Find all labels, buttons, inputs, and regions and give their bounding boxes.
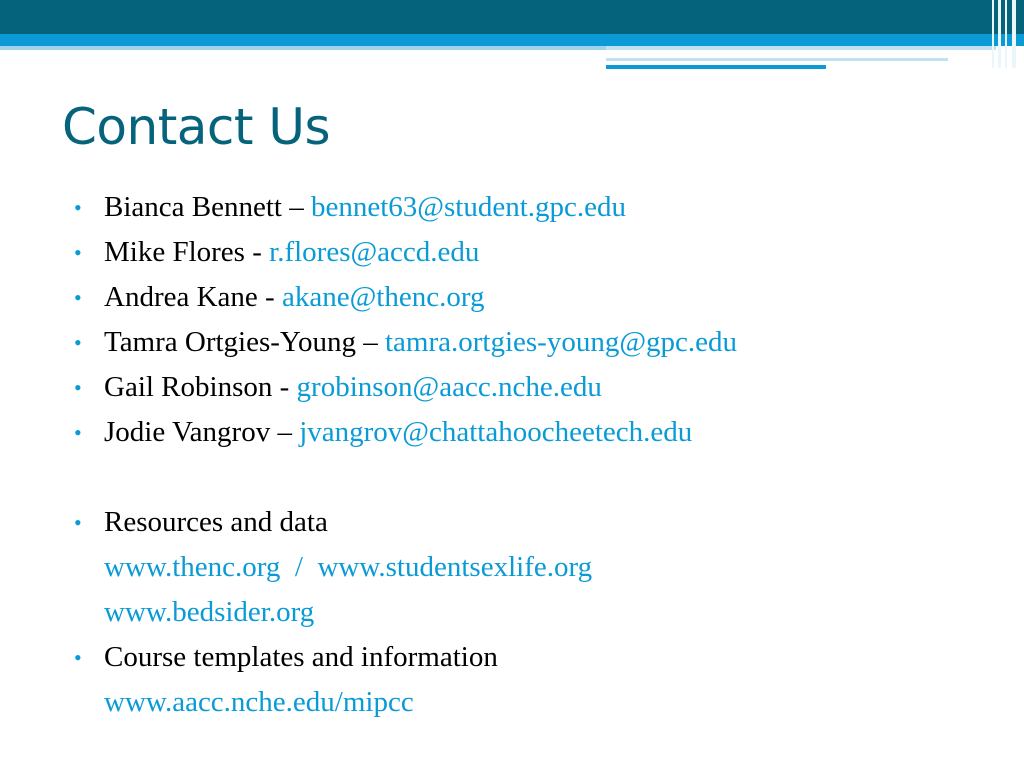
resources-links-row xyxy=(104,598,314,627)
stripe xyxy=(1012,0,1016,68)
contact-separator: - xyxy=(272,371,297,403)
list-item xyxy=(74,281,485,313)
bullet-icon: • xyxy=(74,240,82,265)
contact-name: Tamra Ortgies-Young xyxy=(104,326,356,358)
list-item xyxy=(74,191,626,223)
resource-link-studentsexlife[interactable]: www.studentsexlife.org xyxy=(317,551,593,583)
contact-name: Bianca Bennett xyxy=(104,191,282,223)
header-stripes xyxy=(990,0,1024,68)
bullet-icon: • xyxy=(74,510,82,535)
contact-email-link[interactable]: jvangrov@chattahoocheetech.edu xyxy=(299,416,693,448)
contact-email-link[interactable]: akane@thenc.org xyxy=(281,281,485,313)
header-band-line xyxy=(606,65,826,69)
resources-heading: Resources and data xyxy=(104,506,328,538)
bullet-icon: • xyxy=(74,645,82,670)
contact-email-link[interactable]: r.flores@accd.edu xyxy=(269,236,480,268)
course-heading: Course templates and information xyxy=(104,641,498,673)
bullet-icon: • xyxy=(74,195,82,220)
contact-separator: - xyxy=(257,281,282,313)
course-link-row xyxy=(104,688,414,717)
header-band-line xyxy=(606,58,948,61)
header-band-line xyxy=(606,46,996,50)
contact-name: Mike Flores xyxy=(104,236,245,268)
contact-separator: – xyxy=(355,326,385,358)
bullet-icon: • xyxy=(74,375,82,400)
header-band-bright xyxy=(0,34,1024,46)
list-item-course xyxy=(74,641,498,673)
contact-email-link[interactable]: grobinson@aacc.nche.edu xyxy=(296,371,602,403)
contact-separator: – xyxy=(270,416,300,448)
contact-name: Gail Robinson xyxy=(104,371,273,403)
resources-links-row xyxy=(104,553,592,582)
stripe xyxy=(992,0,994,68)
contact-name: Andrea Kane xyxy=(104,281,258,313)
stripe xyxy=(998,0,1001,68)
list-item xyxy=(74,371,602,403)
list-item-resources xyxy=(74,506,328,538)
stripe xyxy=(1005,0,1007,68)
list-item xyxy=(74,236,480,268)
link-separator: / xyxy=(280,551,318,583)
contact-email-link[interactable]: tamra.ortgies-young@gpc.edu xyxy=(384,326,738,358)
header-band-light xyxy=(0,46,606,50)
contact-separator: – xyxy=(281,191,311,223)
resource-link-thenc[interactable]: www.thenc.org xyxy=(104,551,281,583)
header-band-dark xyxy=(0,0,1024,34)
contact-email-link[interactable]: bennet63@student.gpc.edu xyxy=(310,191,626,223)
resource-link-bedsider[interactable]: www.bedsider.org xyxy=(104,596,315,628)
bullet-icon: • xyxy=(74,285,82,310)
bullet-icon: • xyxy=(74,420,82,445)
slide-title: Contact Us xyxy=(62,98,331,156)
course-link[interactable]: www.aacc.nche.edu/mipcc xyxy=(104,686,414,718)
contact-name: Jodie Vangrov xyxy=(104,416,271,448)
bullet-icon: • xyxy=(74,330,82,355)
list-item xyxy=(74,416,693,448)
contact-separator: - xyxy=(244,236,270,268)
list-item xyxy=(74,326,738,358)
